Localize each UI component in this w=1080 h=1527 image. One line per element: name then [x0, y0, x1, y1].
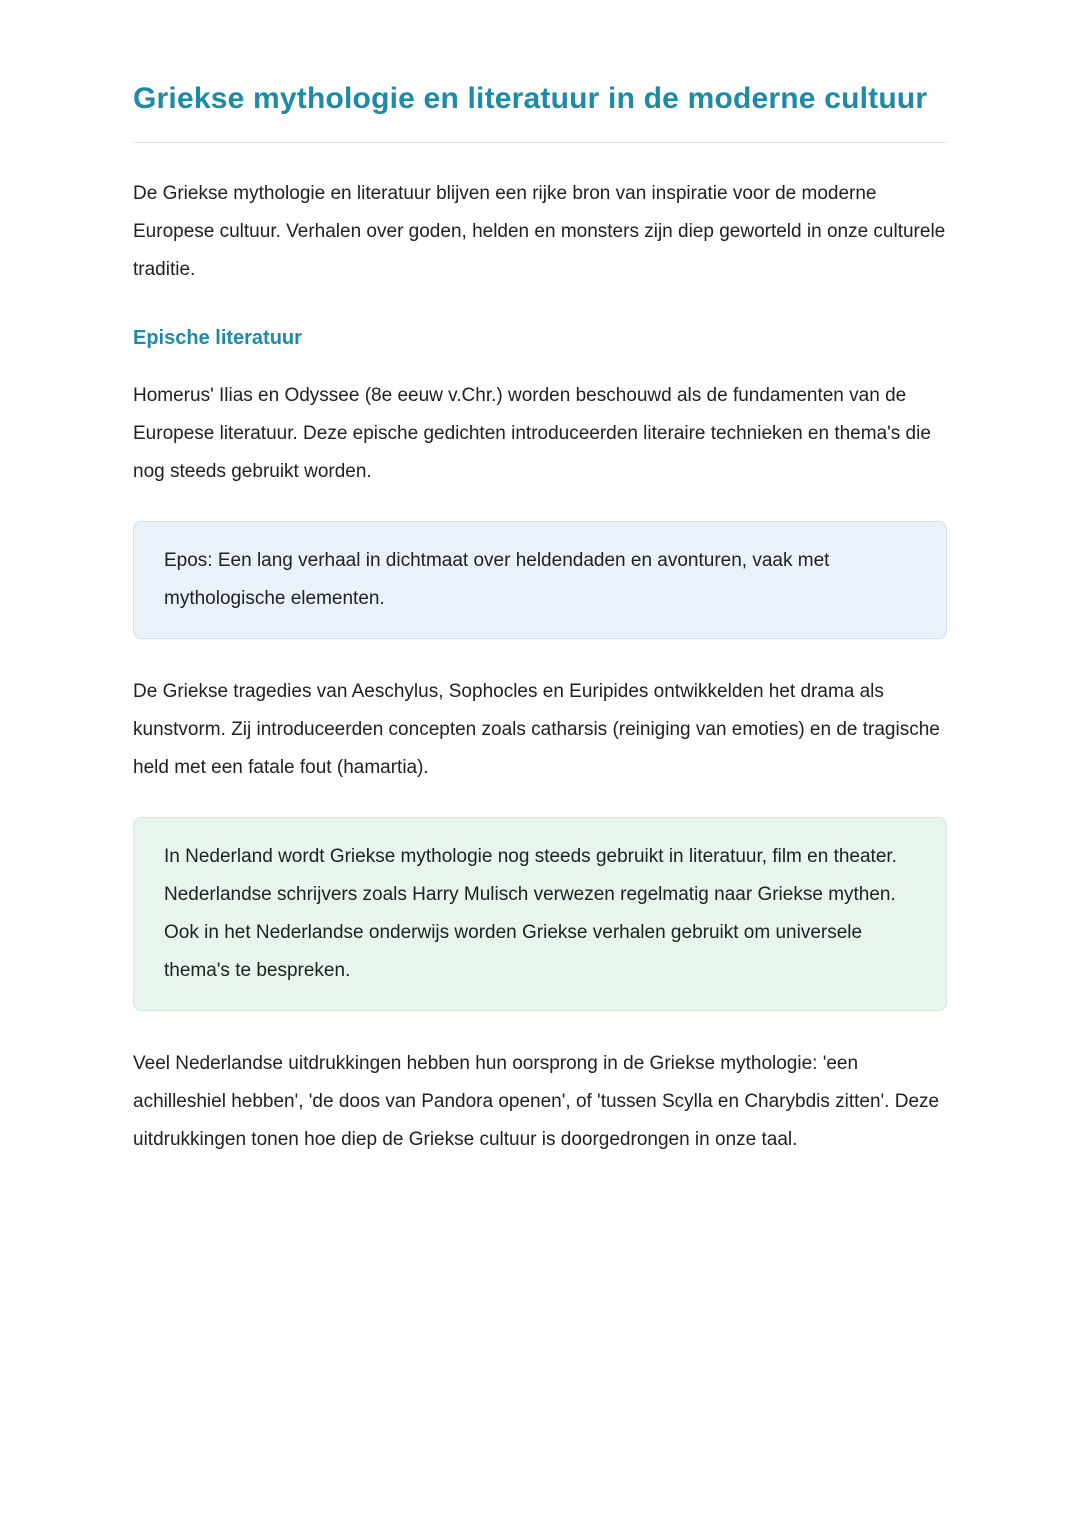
- article-page: [133, 0, 947, 1159]
- expressions-paragraph: Veel Nederlandse uitdrukkingen hebben hun oorsprong in de Griekse mythologie: 'een achilleshiel hebben', 'de doos van Pandora openen', of 'tussen Scylla en Charybdis zitten'. Deze uitdrukkingen tonen hoe diep de Griekse cultuur is doorgedrongen in onze taal.: [133, 1053, 940, 1150]
- netherlands-callout-text: In Nederland wordt Griekse mythologie nog steeds gebruikt in literatuur, film en theater. Nederlandse schrijvers zoals Harry Mulisch verwezen regelmatig naar Griekse mythen. Ook in het Nederlandse onderwijs worden Griekse verhalen gebruikt om universele thema's te bespreken.: [164, 846, 897, 981]
- definition-callout-text: Epos: Een lang verhaal in dichtmaat over heldendaden en avonturen, vaak met mythologische elementen.: [164, 550, 830, 609]
- definition-callout-epos: [133, 521, 947, 639]
- netherlands-callout: [133, 817, 947, 1011]
- homerus-paragraph: Homerus' Ilias en Odyssee (8e eeuw v.Chr.) worden beschouwd als de fundamenten van de Europese literatuur. Deze epische gedichten introduceerden literaire technieken en thema's die nog steeds gebruikt worden.: [133, 385, 931, 482]
- tragedies-paragraph: De Griekse tragedies van Aeschylus, Sophocles en Euripides ontwikkelden het drama als kunstvorm. Zij introduceerden concepten zoals catharsis (reiniging van emoties) en de tragische held met een fatale fout (hamartia).: [133, 681, 940, 778]
- intro-paragraph: De Griekse mythologie en literatuur blijven een rijke bron van inspiratie voor de moderne Europese cultuur. Verhalen over goden, helden en monsters zijn diep geworteld in onze culturele traditie.: [133, 183, 946, 280]
- title-divider: [133, 142, 947, 143]
- page-title: Griekse mythologie en literatuur in de moderne cultuur: [133, 82, 928, 115]
- section-heading-epische-literatuur: Epische literatuur: [133, 327, 302, 349]
